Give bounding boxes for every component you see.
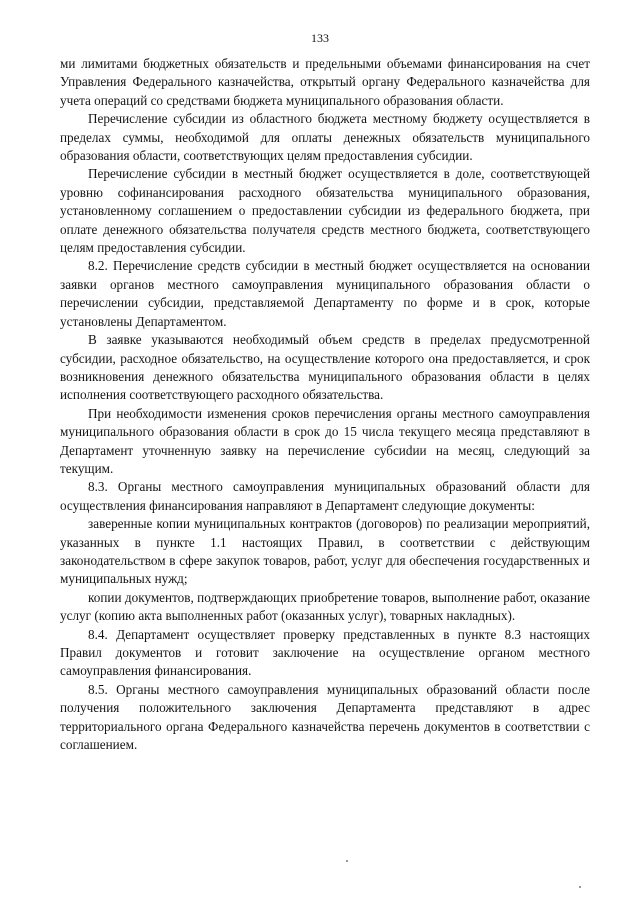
scan-speck [579,886,581,888]
paragraph-contracts-item: заверенные копии муниципальных контрактов (договоров) по реализации мероприятий, указанных в пункте 1.1 настоящих Правил, в соответствии с действующим законодательством в сфере закупок товаров, работ, услуг для обеспечения государственных и муниципальных нужд; [60,516,590,587]
paragraph-local-transfer: Перечисление субсидии в местный бюджет осуществляется в доле, соответствующей уровню софинансирования расходного обязательства муниципального образования, установленному соглашением о предоставлении субсидии из федерального бюджета, при оплате денежного обязательства получателя средств местного бюджета, соответствующего целям предоставления субсидии. [60,166,590,256]
paragraph-regional-transfer: Перечисление субсидии из областного бюджета местному бюджету осуществляется в пределах суммы, необходимой для оплаты денежных обязательств муниципального образования области, соответствующих целям предоставления субсидии. [60,111,590,164]
paragraph-documents-item: копии документов, подтверждающих приобретение товаров, выполнение работ, оказание услуг (копию акта выполненных работ (оказанных услуг), товарных накладных). [60,589,590,624]
paragraph-8-5: 8.5. Органы местного самоуправления муниципальных образований области после получения положительного заключения Департамента представляют в адрес территориального органа Федерального казначейства перечень документов в соответствии с соглашением. [60,681,590,753]
paragraph-application-contents: В заявке указываются необходимый объем средств в пределах предусмотренной субсидии, расходное обязательство, на осуществление которого она предоставляется, и срок возникновения денежного обязательства муниципального образования области в целях исполнения соответствующего расходного обязательства. [60,332,590,403]
paragraph-schedule-change: При необходимости изменения сроков перечисления органы местного самоуправления муниципального образования области в срок до 15 числа текущего месяца представляют в Департамент уточненную заявку на перечисление субсиdии на месяц, следующий за текущим. [60,405,590,476]
document-body [60,55,590,754]
page-number: 133 [311,31,329,45]
paragraph-8-3: 8.3. Органы местного самоуправления муниципальных образований области для осуществления финансирования направляют в Департамент следующие документы: [60,479,590,513]
paragraph-8-4: 8.4. Департамент осуществляет проверку представленных в пункте 8.3 настоящих Правил документов и готовит заключение на осуществление органом местного самоуправления финансирования. [60,626,590,679]
paragraph-continuation: ми лимитами бюджетных обязательств и предельными объемами финансирования на счет Управления Федерального казначейства, открытый органу Федерального казначейства для учета операций со средствами бюджета муниципального образования области. [60,56,590,108]
scan-speck [346,860,348,862]
paragraph-8-2: 8.2. Перечисление средств субсидии в местный бюджет осуществляется на основании заявки органов местного самоуправления муниципального образования области о перечислении субсидии, представляемой Департаменту по форме и в срок, которые установлены Департаментом. [60,258,590,329]
